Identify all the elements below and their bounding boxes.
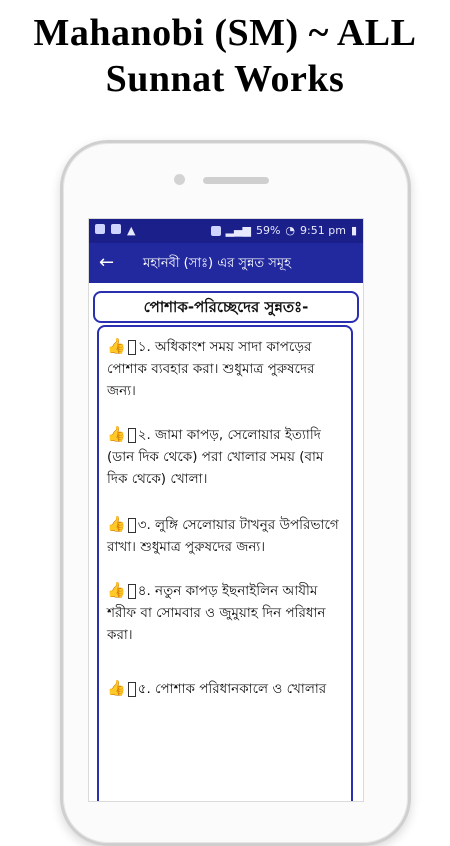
item-text: ৪. নতুন কাপড় ইছনাইলিন আযীম শরীফ বা সোমবার ও জুমুয়াহ দিন পরিধান করা।: [107, 583, 326, 643]
list-item: [107, 513, 343, 558]
status-time: 9:51 pm: [300, 224, 346, 237]
list-item: [107, 677, 343, 700]
signal-icon: ▂▄▆: [225, 224, 251, 237]
item-text: ১. অধিকাংশ সময় সাদা কাপড়ের পোশাক ব্যবহার করা। শুধুমাত্র পুরুষদের জন্য।: [107, 339, 315, 399]
missing-glyph-icon: [128, 518, 136, 533]
phone-screen: [88, 218, 364, 802]
image-icon: [111, 224, 121, 234]
app-bar-title: মহানবী (সাঃ) এর সুন্নত সমূহ: [143, 256, 291, 271]
arrow-left-icon[interactable]: ←: [99, 252, 115, 273]
missing-glyph-icon: [128, 584, 136, 599]
missing-glyph-icon: [128, 428, 136, 443]
thumbs-up-icon: 👍: [107, 679, 126, 697]
sunnat-list-card[interactable]: [97, 325, 353, 802]
item-text: ২. জামা কাপড়, সেলোয়ার ইত্যাদি (ডান দিক থেকে) পরা খোলার সময় (বাম দিক থেকে) খোলা।: [107, 427, 324, 487]
section-title: পোশাক-পরিচ্ছেদের সুন্নতঃ-: [93, 291, 359, 323]
item-text: ৩. লুঙ্গি সেলোয়ার টাখনুর উপরিভাগে রাখা। শুধুমাত্র পুরুষদের জন্য।: [107, 517, 339, 555]
status-bar: [89, 219, 363, 243]
front-camera: [174, 174, 185, 185]
missing-glyph-icon: [128, 682, 136, 697]
thumbs-up-icon: 👍: [107, 337, 126, 355]
promo-title-line2: Sunnat Works: [105, 58, 345, 100]
thumbs-up-icon: 👍: [107, 425, 126, 443]
app-bar: [89, 243, 363, 283]
item-text: ৫. পোশাক পরিধানকালে ও খোলার: [137, 681, 327, 697]
thumbs-up-icon: 👍: [107, 515, 126, 533]
warning-icon: ▲: [127, 224, 136, 237]
battery-percent: 59%: [255, 224, 281, 237]
missing-glyph-icon: [128, 340, 136, 355]
earpiece-speaker: [203, 177, 269, 184]
list-item: [107, 423, 343, 490]
promo-banner: [0, 10, 450, 102]
battery-icon: ▮: [350, 224, 357, 237]
wifi-icon: ◔: [285, 224, 296, 237]
sim-icon: [211, 226, 221, 236]
promo-title-line1: Mahanobi (SM) ~ ALL: [33, 12, 417, 54]
camera-icon: [95, 224, 105, 234]
list-item: [107, 579, 343, 646]
thumbs-up-icon: 👍: [107, 581, 126, 599]
list-item: [107, 335, 343, 402]
main-content[interactable]: [89, 283, 363, 801]
